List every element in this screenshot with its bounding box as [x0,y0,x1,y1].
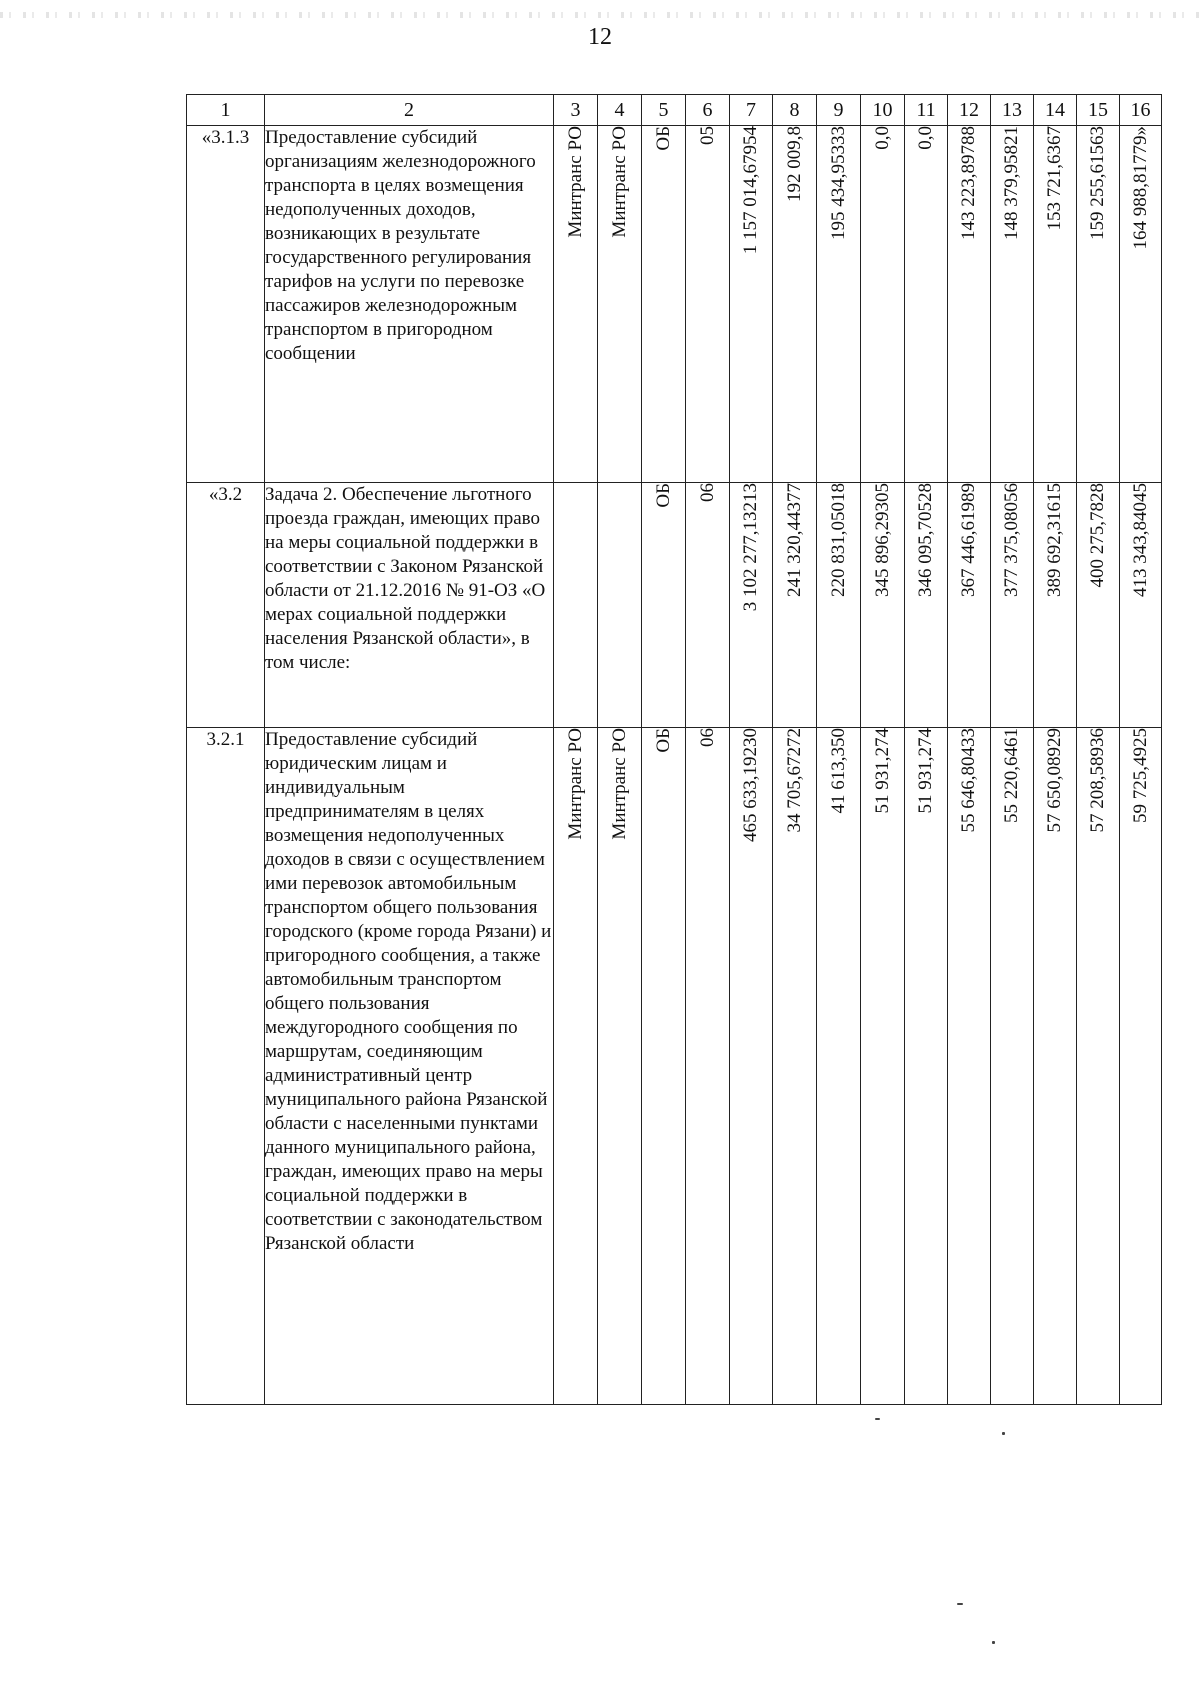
cell-value: 153 721,6367 [1034,126,1077,483]
col-header: 5 [642,95,686,126]
col-header: 10 [861,95,905,126]
table-row [187,126,1162,483]
cell-value: 51 931,274 [861,728,905,1405]
cell-value: 345 896,29305 [861,483,905,728]
cell-value: 192 009,8 [773,126,817,483]
table-row [187,483,1162,728]
cell-value: 51 931,274 [905,728,948,1405]
cell-responsible: Минтранс РО [554,126,598,483]
col-header: 7 [730,95,773,126]
row-name: Предоставление субсидий организациям железнодорожного транспорта в целях возмещения недополученных доходов, возникающих в результате государственного регулирования тарифов на услуги по перевозке пассажиров железнодорожным транспортом в пригородном сообщении [265,126,554,483]
table-row [187,728,1162,1405]
cell-value: 55 220,6461 [991,728,1034,1405]
cell-executor [598,483,642,728]
col-header: 2 [265,95,554,126]
cell-value: 164 988,81779» [1120,126,1162,483]
cell-code: 05 [686,126,730,483]
col-header: 1 [187,95,265,126]
cell-value: 148 379,95821 [991,126,1034,483]
cell-executor: Минтранс РО [598,728,642,1405]
cell-value: 143 223,89788 [948,126,991,483]
cell-value: 59 725,4925 [1120,728,1162,1405]
row-name: Задача 2. Обеспечение льготного проезда граждан, имеющих право на меры социальной поддержки в соответствии с Законом Рязанской области от 21.12.2016 № 91-ОЗ «О мерах социальной поддержки населения Рязанской области», в том числе: [265,483,554,728]
cell-value: 34 705,67272 [773,728,817,1405]
col-header: 14 [1034,95,1077,126]
cell-total: 3 102 277,13213 [730,483,773,728]
cell-value: 346 095,70528 [905,483,948,728]
cell-value: 195 434,95333 [817,126,861,483]
cell-value: 377 375,08056 [991,483,1034,728]
cell-code: 06 [686,483,730,728]
row-number: 3.2.1 [187,728,265,1405]
col-header: 6 [686,95,730,126]
page-number: 12 [588,24,612,50]
row-name: Предоставление субсидий юридическим лицам и индивидуальным предпринимателям в целях возмещения недополученных доходов в связи с осуществлением ими перевозок автомобильным транспортом общего пользования городского (кроме города Рязани) и пригородного сообщения, а также автомобильным транспортом общего пользования междугородного сообщения по маршрутам, соединяющим административный центр муниципального района Рязанской области с населенными пунктами данного муниципального района, граждан, имеющих право на меры социальной поддержки в соответствии с законодательством Рязанской области [265,728,554,1405]
scan-noise [0,12,1200,18]
cell-value: 159 255,61563 [1077,126,1120,483]
col-header: 3 [554,95,598,126]
cell-value: 0,0 [905,126,948,483]
cell-budget-source: ОБ [642,728,686,1405]
col-header: 15 [1077,95,1120,126]
cell-value: 57 208,58936 [1077,728,1120,1405]
cell-value: 220 831,05018 [817,483,861,728]
cell-value: 41 613,350 [817,728,861,1405]
col-header: 4 [598,95,642,126]
cell-budget-source: ОБ [642,126,686,483]
col-header: 13 [991,95,1034,126]
budget-table [186,94,1162,1405]
cell-value: 57 650,08929 [1034,728,1077,1405]
cell-value: 0,0 [861,126,905,483]
cell-value: 241 320,44377 [773,483,817,728]
cell-value: 413 343,84045 [1120,483,1162,728]
col-header: 12 [948,95,991,126]
col-header: 9 [817,95,861,126]
cell-total: 465 633,19230 [730,728,773,1405]
cell-executor: Минтранс РО [598,126,642,483]
cell-budget-source: ОБ [642,483,686,728]
col-header: 11 [905,95,948,126]
header-row [187,95,1162,126]
cell-value: 389 692,31615 [1034,483,1077,728]
cell-value: 55 646,80433 [948,728,991,1405]
cell-value: 400 275,7828 [1077,483,1120,728]
col-header: 16 [1120,95,1162,126]
cell-code: 06 [686,728,730,1405]
row-number: «3.1.3 [187,126,265,483]
row-number: «3.2 [187,483,265,728]
col-header: 8 [773,95,817,126]
cell-responsible [554,483,598,728]
cell-total: 1 157 014,67954 [730,126,773,483]
cell-value: 367 446,61989 [948,483,991,728]
cell-responsible: Минтранс РО [554,728,598,1405]
